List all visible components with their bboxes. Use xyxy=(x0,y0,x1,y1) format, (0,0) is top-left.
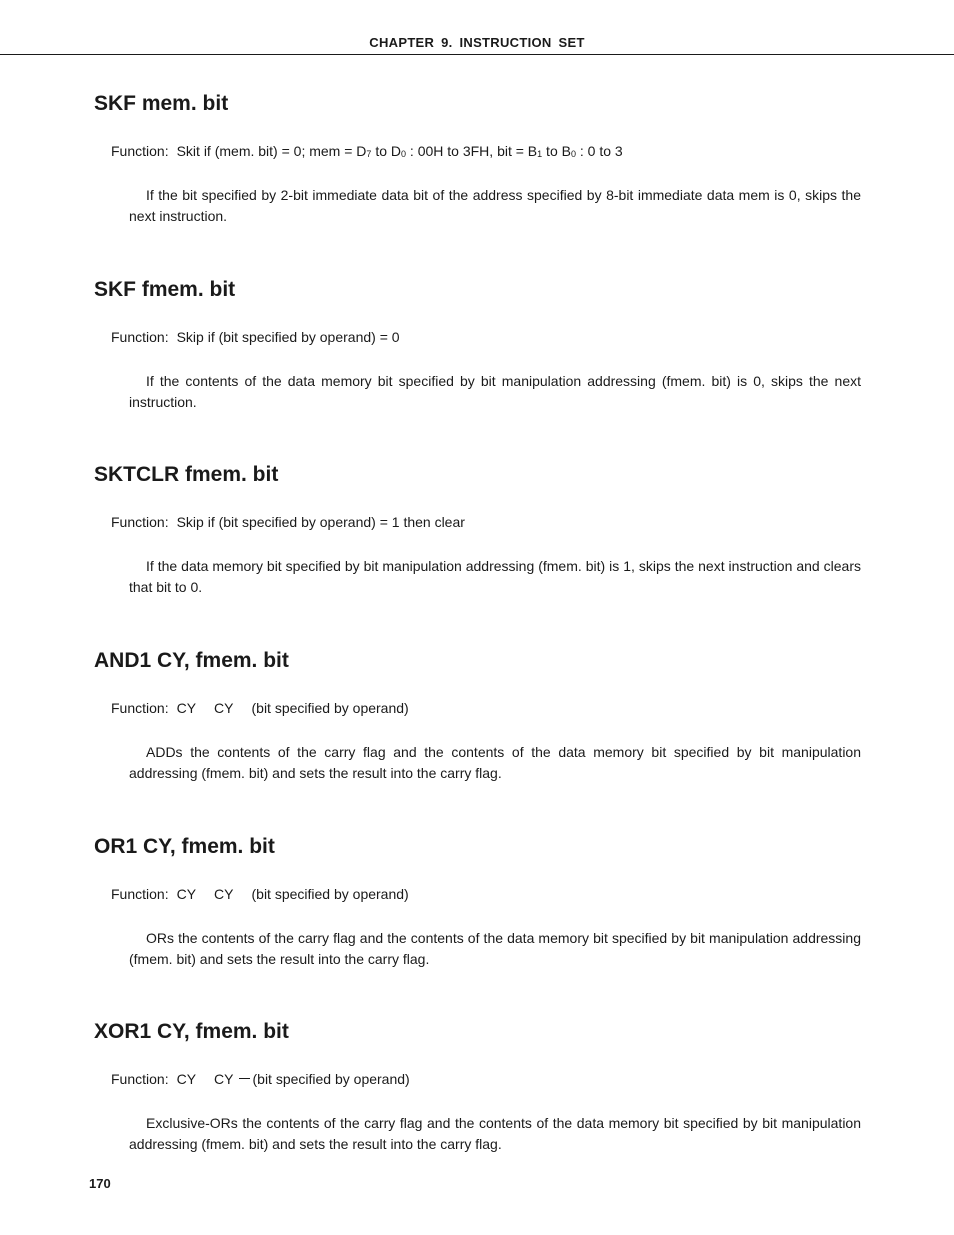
section-description: Exclusive-ORs the contents of the carry flag and the contents of the data memory bit specified by bit manipulation addressing (fmem. bit) and sets the result into the carry flag. xyxy=(129,1115,861,1152)
function-src: CY xyxy=(214,700,234,716)
section-title: SKTCLR fmem. bit xyxy=(94,463,279,486)
function-line xyxy=(111,1070,410,1088)
section-description: If the contents of the data memory bit specified by bit manipulation addressing (fmem. bit) is 0, skips the next instruction. xyxy=(129,373,861,410)
page-number: 170 xyxy=(89,1176,111,1191)
function-label: Function: xyxy=(111,329,169,345)
function-line xyxy=(111,699,409,717)
header-rule xyxy=(0,54,954,55)
section-description: If the data memory bit specified by bit manipulation addressing (fmem. bit) is 1, skips the next instruction and clears that bit to 0. xyxy=(129,558,861,595)
section-description: If the bit specified by 2-bit immediate data bit of the address specified by 8-bit immediate data mem is 0, skips the next instruction. xyxy=(129,187,861,224)
section-title: AND1 CY, fmem. bit xyxy=(94,649,289,672)
function-src: CY xyxy=(214,1071,234,1087)
function-text: Skip if (bit specified by operand) = 1 then clear xyxy=(176,514,465,530)
function-text: Skip if (bit specified by operand) = 0 xyxy=(176,329,400,345)
chapter-header: CHAPTER 9. INSTRUCTION SET xyxy=(369,35,585,50)
function-src: CY xyxy=(214,886,234,902)
function-operand: (bit specified by operand) xyxy=(251,886,409,902)
function-label: Function: xyxy=(111,1071,169,1087)
function-line xyxy=(111,885,409,903)
function-text: to D xyxy=(371,143,402,159)
function-label: Function: xyxy=(111,700,169,716)
function-dest: CY xyxy=(176,886,197,902)
section-title: XOR1 CY, fmem. bit xyxy=(94,1020,289,1043)
section-description: ADDs the contents of the carry flag and the contents of the data memory bit specified by bit manipulation addressing (fmem. bit) and sets the result into the carry flag. xyxy=(129,744,861,781)
function-dest: CY xyxy=(176,1071,197,1087)
subscript: 7 xyxy=(366,149,372,159)
function-text: : 0 to 3 xyxy=(575,143,623,159)
section-title: OR1 CY, fmem. bit xyxy=(94,835,275,858)
subscript: 0 xyxy=(401,149,407,159)
section-title: SKF fmem. bit xyxy=(94,278,236,301)
xor-operator-dash xyxy=(239,1078,250,1079)
function-text: to B xyxy=(542,143,571,159)
section-description: ORs the contents of the carry flag and the contents of the data memory bit specified by bit manipulation addressing (fmem. bit) and sets the result into the carry flag. xyxy=(129,930,861,967)
section-title: SKF mem. bit xyxy=(94,92,229,115)
function-line xyxy=(111,142,623,163)
function-text: : 00H to 3FH, bit = B xyxy=(406,143,538,159)
function-text: Skit if (mem. bit) = 0; mem = D xyxy=(176,143,367,159)
function-line xyxy=(111,328,400,346)
function-operand: (bit specified by operand) xyxy=(251,700,409,716)
function-line xyxy=(111,513,465,531)
function-dest: CY xyxy=(176,700,197,716)
subscript: 1 xyxy=(537,149,543,159)
function-label: Function: xyxy=(111,886,169,902)
function-operand: (bit specified by operand) xyxy=(252,1071,410,1087)
subscript: 0 xyxy=(570,149,576,159)
function-label: Function: xyxy=(111,143,169,159)
function-label: Function: xyxy=(111,514,169,530)
